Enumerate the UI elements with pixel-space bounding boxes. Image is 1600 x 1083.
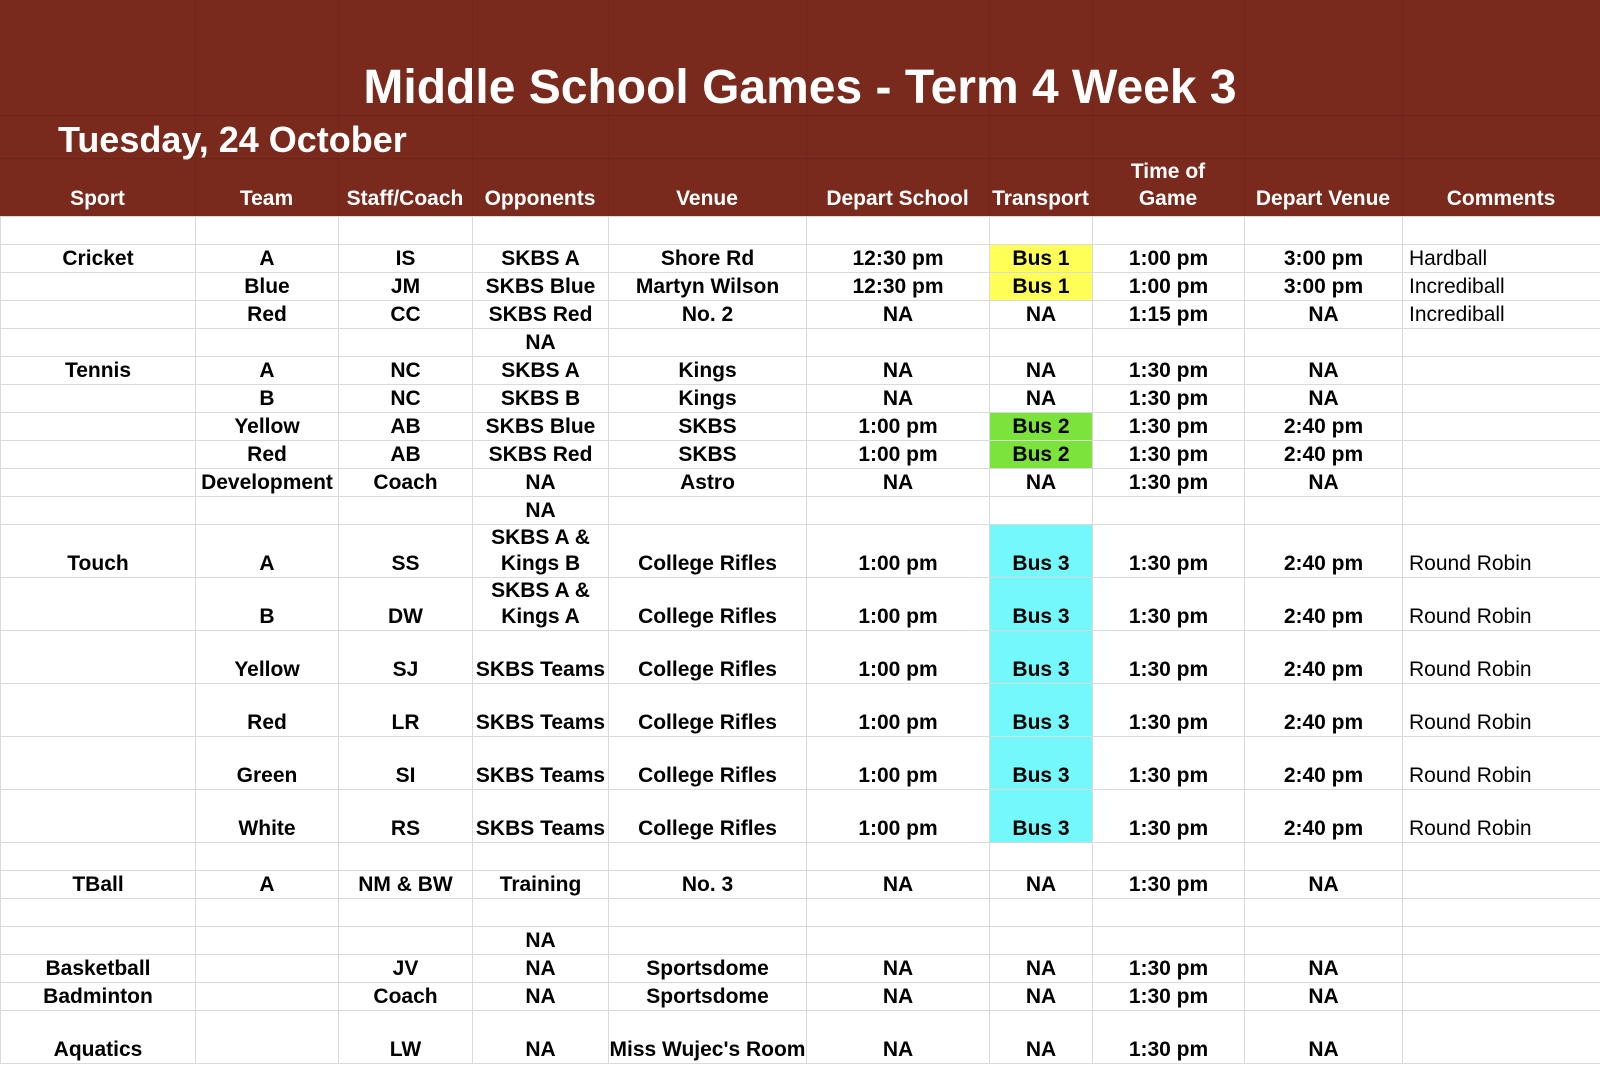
table-row — [1, 790, 1600, 843]
cell-staff-coach[interactable]: SI — [339, 737, 473, 790]
cell-depart-school[interactable]: NA — [807, 983, 990, 1011]
cell-staff-coach[interactable]: RS — [339, 790, 473, 843]
cell-depart-venue[interactable]: NA — [1245, 301, 1403, 329]
cell-venue[interactable]: Miss Wujec's Room — [609, 1011, 807, 1064]
cell-opponents[interactable]: SKBS Blue — [473, 413, 609, 441]
cell-depart-venue[interactable]: 2:40 pm — [1245, 684, 1403, 737]
cell-team[interactable]: Development — [196, 469, 339, 497]
cell-team[interactable]: A — [196, 357, 339, 385]
table-row — [1, 955, 1600, 983]
cell-staff-coach[interactable]: Coach — [339, 469, 473, 497]
cell-opponents[interactable]: NA — [473, 955, 609, 983]
cell-team[interactable]: White — [196, 790, 339, 843]
cell-opponents[interactable]: NA — [473, 329, 609, 357]
cell-comments[interactable]: Hardball — [1403, 245, 1600, 273]
cell-time-of-game[interactable]: 1:30 pm — [1093, 413, 1245, 441]
table-row — [1, 413, 1600, 441]
cell-comments[interactable] — [1403, 871, 1600, 899]
cell-venue[interactable] — [609, 217, 807, 245]
cell-opponents[interactable]: Training — [473, 871, 609, 899]
cell-sport[interactable] — [1, 790, 196, 843]
cell-transport[interactable]: NA — [990, 357, 1093, 385]
column-header-team: Team — [239, 187, 294, 210]
cell-transport[interactable]: NA — [990, 1011, 1093, 1064]
cell-depart-venue[interactable]: NA — [1245, 1011, 1403, 1064]
cell-depart-school[interactable]: 1:00 pm — [807, 684, 990, 737]
cell-sport[interactable] — [1, 273, 196, 301]
cell-transport[interactable] — [990, 497, 1093, 525]
table-row — [1, 927, 1600, 955]
cell-comments[interactable] — [1403, 413, 1600, 441]
cell-team[interactable]: A — [196, 245, 339, 273]
cell-time-of-game[interactable]: 1:30 pm — [1093, 983, 1245, 1011]
cell-venue[interactable]: No. 3 — [609, 871, 807, 899]
cell-transport[interactable]: Bus 3 — [990, 631, 1093, 684]
cell-staff-coach[interactable]: Coach — [339, 983, 473, 1011]
cell-venue[interactable]: College Rifles — [609, 790, 807, 843]
cell-depart-venue[interactable]: NA — [1245, 357, 1403, 385]
cell-sport[interactable] — [1, 413, 196, 441]
cell-depart-school[interactable]: NA — [807, 469, 990, 497]
cell-staff-coach[interactable]: IS — [339, 245, 473, 273]
cell-depart-venue[interactable]: 2:40 pm — [1245, 631, 1403, 684]
cell-team[interactable] — [196, 1011, 339, 1064]
table-row — [1, 385, 1600, 413]
cell-team[interactable]: Red — [196, 684, 339, 737]
cell-team[interactable] — [196, 497, 339, 525]
cell-opponents[interactable]: SKBS Teams — [473, 790, 609, 843]
cell-staff-coach[interactable] — [339, 843, 473, 871]
cell-team[interactable] — [196, 899, 339, 927]
header-gridline — [472, 0, 473, 216]
cell-time-of-game[interactable]: 1:30 pm — [1093, 385, 1245, 413]
cell-venue[interactable] — [609, 843, 807, 871]
cell-team[interactable] — [196, 217, 339, 245]
cell-comments[interactable] — [1403, 469, 1600, 497]
cell-opponents[interactable]: NA — [473, 1011, 609, 1064]
cell-sport[interactable] — [1, 578, 196, 631]
cell-opponents[interactable]: SKBS Teams — [473, 631, 609, 684]
cell-comments[interactable]: Round Robin — [1403, 631, 1600, 684]
cell-depart-venue[interactable]: NA — [1245, 983, 1403, 1011]
cell-transport[interactable]: NA — [990, 301, 1093, 329]
cell-opponents[interactable]: SKBS Red — [473, 441, 609, 469]
cell-sport[interactable]: Cricket — [1, 245, 196, 273]
page-title: Middle School Games - Term 4 Week 3 — [363, 61, 1237, 114]
cell-depart-venue[interactable] — [1245, 927, 1403, 955]
cell-time-of-game[interactable]: 1:30 pm — [1093, 441, 1245, 469]
cell-depart-venue[interactable]: 2:40 pm — [1245, 413, 1403, 441]
cell-transport[interactable]: Bus 3 — [990, 790, 1093, 843]
cell-transport[interactable] — [990, 927, 1093, 955]
cell-time-of-game[interactable]: 1:30 pm — [1093, 1011, 1245, 1064]
cell-depart-school[interactable]: NA — [807, 955, 990, 983]
cell-sport[interactable] — [1, 385, 196, 413]
cell-depart-venue[interactable]: 2:40 pm — [1245, 737, 1403, 790]
cell-depart-venue[interactable] — [1245, 329, 1403, 357]
header-gridline — [1244, 0, 1245, 216]
header-gridline — [1092, 0, 1093, 216]
cell-comments[interactable] — [1403, 955, 1600, 983]
cell-comments[interactable] — [1403, 441, 1600, 469]
table-row — [1, 273, 1600, 301]
cell-transport[interactable]: Bus 3 — [990, 684, 1093, 737]
cell-time-of-game[interactable] — [1093, 329, 1245, 357]
cell-depart-venue[interactable]: 3:00 pm — [1245, 245, 1403, 273]
cell-transport[interactable]: Bus 1 — [990, 245, 1093, 273]
column-header-time-of-game: Time of Game — [1130, 160, 1206, 210]
cell-venue[interactable]: Shore Rd — [609, 245, 807, 273]
cell-depart-school[interactable]: 1:00 pm — [807, 578, 990, 631]
header-gridline — [0, 158, 1600, 159]
cell-depart-venue[interactable]: NA — [1245, 469, 1403, 497]
header-gridline — [608, 0, 609, 216]
cell-sport[interactable] — [1, 899, 196, 927]
cell-depart-school[interactable] — [807, 927, 990, 955]
date-heading: Tuesday, 24 October — [58, 119, 407, 160]
cell-comments[interactable] — [1403, 497, 1600, 525]
cell-comments[interactable]: Round Robin — [1403, 737, 1600, 790]
cell-opponents[interactable]: NA — [473, 497, 609, 525]
cell-staff-coach[interactable]: LR — [339, 684, 473, 737]
cell-staff-coach[interactable]: DW — [339, 578, 473, 631]
header-gridline — [195, 0, 196, 216]
cell-opponents[interactable]: NA — [473, 927, 609, 955]
cell-transport[interactable]: Bus 2 — [990, 413, 1093, 441]
cell-team[interactable]: Green — [196, 737, 339, 790]
column-header-depart-school: Depart School — [826, 187, 969, 210]
cell-sport[interactable]: Badminton — [1, 983, 196, 1011]
cell-sport[interactable] — [1, 301, 196, 329]
cell-depart-school[interactable] — [807, 899, 990, 927]
cell-team[interactable] — [196, 927, 339, 955]
cell-time-of-game[interactable]: 1:30 pm — [1093, 684, 1245, 737]
cell-sport[interactable] — [1, 329, 196, 357]
table-row — [1, 245, 1600, 273]
cell-team[interactable]: B — [196, 578, 339, 631]
cell-sport[interactable]: Basketball — [1, 955, 196, 983]
cell-opponents[interactable]: SKBS A — [473, 245, 609, 273]
cell-comments[interactable]: Round Robin — [1403, 578, 1600, 631]
cell-comments[interactable] — [1403, 927, 1600, 955]
cell-staff-coach[interactable] — [339, 329, 473, 357]
cell-comments[interactable] — [1403, 385, 1600, 413]
cell-depart-venue[interactable]: 2:40 pm — [1245, 441, 1403, 469]
cell-depart-school[interactable]: 12:30 pm — [807, 245, 990, 273]
cell-depart-school[interactable] — [807, 497, 990, 525]
cell-staff-coach[interactable]: NC — [339, 385, 473, 413]
column-header-sport: Sport — [70, 187, 125, 210]
cell-opponents[interactable]: SKBS A & Kings B — [473, 525, 609, 578]
table-row — [1, 1011, 1600, 1064]
cell-team[interactable]: Blue — [196, 273, 339, 301]
cell-staff-coach[interactable] — [339, 497, 473, 525]
cell-depart-school[interactable]: 1:00 pm — [807, 631, 990, 684]
column-header-depart-venue: Depart Venue — [1255, 187, 1391, 210]
cell-comments[interactable]: Round Robin — [1403, 790, 1600, 843]
cell-venue[interactable]: College Rifles — [609, 525, 807, 578]
sheet-header — [0, 0, 1600, 216]
cell-opponents[interactable] — [473, 843, 609, 871]
table-row — [1, 578, 1600, 631]
cell-staff-coach[interactable]: JM — [339, 273, 473, 301]
cell-comments[interactable] — [1403, 329, 1600, 357]
cell-team[interactable]: Yellow — [196, 631, 339, 684]
cell-depart-school[interactable] — [807, 329, 990, 357]
cell-depart-school[interactable]: 1:00 pm — [807, 441, 990, 469]
cell-time-of-game[interactable]: 1:00 pm — [1093, 245, 1245, 273]
cell-depart-school[interactable]: NA — [807, 871, 990, 899]
cell-sport[interactable] — [1, 927, 196, 955]
table-row — [1, 631, 1600, 684]
cell-venue[interactable]: College Rifles — [609, 684, 807, 737]
cell-opponents[interactable] — [473, 899, 609, 927]
cell-transport[interactable]: NA — [990, 955, 1093, 983]
cell-comments[interactable]: Incrediball — [1403, 301, 1600, 329]
cell-team[interactable]: B — [196, 385, 339, 413]
cell-team[interactable]: Red — [196, 441, 339, 469]
cell-depart-venue[interactable] — [1245, 497, 1403, 525]
cell-staff-coach[interactable]: AB — [339, 441, 473, 469]
cell-sport[interactable] — [1, 217, 196, 245]
table-row — [1, 684, 1600, 737]
cell-sport[interactable] — [1, 497, 196, 525]
cell-sport[interactable] — [1, 843, 196, 871]
cell-comments[interactable] — [1403, 983, 1600, 1011]
cell-time-of-game[interactable]: 1:30 pm — [1093, 737, 1245, 790]
cell-venue[interactable]: SKBS — [609, 441, 807, 469]
cell-depart-school[interactable]: 1:00 pm — [807, 413, 990, 441]
cell-transport[interactable]: NA — [990, 385, 1093, 413]
cell-depart-venue[interactable] — [1245, 899, 1403, 927]
cell-time-of-game[interactable] — [1093, 217, 1245, 245]
cell-venue[interactable]: Martyn Wilson — [609, 273, 807, 301]
cell-depart-school[interactable]: NA — [807, 385, 990, 413]
cell-comments[interactable] — [1403, 843, 1600, 871]
cell-time-of-game[interactable] — [1093, 843, 1245, 871]
table-row — [1, 525, 1600, 578]
cell-venue[interactable]: College Rifles — [609, 737, 807, 790]
cell-depart-venue[interactable] — [1245, 217, 1403, 245]
cell-sport[interactable]: Tennis — [1, 357, 196, 385]
column-header-staff-coach: Staff/Coach — [346, 187, 464, 210]
schedule-table — [0, 216, 1600, 1064]
cell-transport[interactable]: NA — [990, 469, 1093, 497]
cell-transport[interactable]: NA — [990, 871, 1093, 899]
cell-depart-venue[interactable]: 2:40 pm — [1245, 525, 1403, 578]
cell-transport[interactable] — [990, 217, 1093, 245]
header-gridline — [0, 115, 1600, 116]
cell-depart-school[interactable]: 1:00 pm — [807, 737, 990, 790]
cell-venue[interactable]: College Rifles — [609, 631, 807, 684]
table-row — [1, 737, 1600, 790]
cell-staff-coach[interactable] — [339, 899, 473, 927]
cell-time-of-game[interactable] — [1093, 899, 1245, 927]
cell-opponents[interactable]: NA — [473, 469, 609, 497]
cell-time-of-game[interactable] — [1093, 927, 1245, 955]
cell-comments[interactable]: Round Robin — [1403, 525, 1600, 578]
cell-comments[interactable] — [1403, 1011, 1600, 1064]
cell-opponents[interactable]: SKBS B — [473, 385, 609, 413]
column-header-transport: Transport — [992, 187, 1089, 210]
cell-staff-coach[interactable] — [339, 927, 473, 955]
cell-depart-venue[interactable]: 3:00 pm — [1245, 273, 1403, 301]
cell-staff-coach[interactable]: SJ — [339, 631, 473, 684]
cell-time-of-game[interactable]: 1:30 pm — [1093, 525, 1245, 578]
column-header-opponents: Opponents — [484, 187, 596, 210]
cell-sport[interactable]: Touch — [1, 525, 196, 578]
cell-time-of-game[interactable]: 1:30 pm — [1093, 578, 1245, 631]
header-gridline — [1402, 0, 1403, 216]
cell-comments[interactable] — [1403, 899, 1600, 927]
cell-time-of-game[interactable]: 1:30 pm — [1093, 631, 1245, 684]
cell-staff-coach[interactable]: NC — [339, 357, 473, 385]
cell-comments[interactable] — [1403, 357, 1600, 385]
table-row — [1, 497, 1600, 525]
table-row — [1, 217, 1600, 245]
cell-depart-venue[interactable]: NA — [1245, 871, 1403, 899]
cell-time-of-game[interactable]: 1:30 pm — [1093, 871, 1245, 899]
table-row — [1, 357, 1600, 385]
cell-time-of-game[interactable]: 1:30 pm — [1093, 955, 1245, 983]
cell-transport[interactable] — [990, 843, 1093, 871]
cell-venue[interactable] — [609, 497, 807, 525]
cell-transport[interactable]: Bus 3 — [990, 525, 1093, 578]
cell-transport[interactable]: Bus 3 — [990, 578, 1093, 631]
cell-depart-school[interactable] — [807, 217, 990, 245]
header-gridline — [806, 0, 807, 216]
cell-depart-school[interactable]: NA — [807, 357, 990, 385]
cell-opponents[interactable]: SKBS Teams — [473, 737, 609, 790]
cell-comments[interactable]: Round Robin — [1403, 684, 1600, 737]
cell-comments[interactable] — [1403, 217, 1600, 245]
cell-team[interactable]: Red — [196, 301, 339, 329]
cell-venue[interactable]: SKBS — [609, 413, 807, 441]
header-gridline — [989, 0, 990, 216]
cell-depart-venue[interactable]: 2:40 pm — [1245, 790, 1403, 843]
table-row — [1, 301, 1600, 329]
header-gridline — [338, 0, 339, 216]
cell-team[interactable] — [196, 329, 339, 357]
cell-venue[interactable]: Sportsdome — [609, 983, 807, 1011]
cell-depart-school[interactable] — [807, 843, 990, 871]
cell-sport[interactable] — [1, 737, 196, 790]
cell-transport[interactable]: Bus 2 — [990, 441, 1093, 469]
cell-staff-coach[interactable]: SS — [339, 525, 473, 578]
table-row — [1, 899, 1600, 927]
cell-depart-venue[interactable]: 2:40 pm — [1245, 578, 1403, 631]
cell-venue[interactable]: Kings — [609, 357, 807, 385]
table-row — [1, 843, 1600, 871]
cell-depart-venue[interactable]: NA — [1245, 955, 1403, 983]
cell-time-of-game[interactable]: 1:15 pm — [1093, 301, 1245, 329]
cell-time-of-game[interactable]: 1:00 pm — [1093, 273, 1245, 301]
cell-opponents[interactable]: SKBS A & Kings A — [473, 578, 609, 631]
cell-depart-venue[interactable]: NA — [1245, 385, 1403, 413]
cell-sport[interactable]: TBall — [1, 871, 196, 899]
cell-depart-school[interactable]: NA — [807, 301, 990, 329]
cell-venue[interactable]: Kings — [609, 385, 807, 413]
cell-opponents[interactable] — [473, 217, 609, 245]
cell-venue[interactable]: College Rifles — [609, 578, 807, 631]
cell-sport[interactable] — [1, 441, 196, 469]
cell-venue[interactable]: Sportsdome — [609, 955, 807, 983]
cell-opponents[interactable]: SKBS Teams — [473, 684, 609, 737]
cell-opponents[interactable]: SKBS Blue — [473, 273, 609, 301]
cell-team[interactable] — [196, 955, 339, 983]
cell-time-of-game[interactable] — [1093, 497, 1245, 525]
cell-team[interactable]: A — [196, 525, 339, 578]
cell-transport[interactable]: Bus 3 — [990, 737, 1093, 790]
cell-venue[interactable] — [609, 927, 807, 955]
cell-time-of-game[interactable]: 1:30 pm — [1093, 469, 1245, 497]
cell-time-of-game[interactable]: 1:30 pm — [1093, 357, 1245, 385]
column-header-venue: Venue — [676, 187, 738, 210]
cell-opponents[interactable]: SKBS Red — [473, 301, 609, 329]
cell-opponents[interactable]: SKBS A — [473, 357, 609, 385]
cell-transport[interactable]: Bus 1 — [990, 273, 1093, 301]
cell-team[interactable]: A — [196, 871, 339, 899]
table-row — [1, 329, 1600, 357]
table-row — [1, 469, 1600, 497]
cell-staff-coach[interactable]: LW — [339, 1011, 473, 1064]
cell-staff-coach[interactable]: CC — [339, 301, 473, 329]
cell-sport[interactable] — [1, 684, 196, 737]
column-header-comments: Comments — [1446, 187, 1556, 210]
cell-staff-coach[interactable] — [339, 217, 473, 245]
table-row — [1, 441, 1600, 469]
cell-depart-school[interactable]: NA — [807, 1011, 990, 1064]
cell-venue[interactable] — [609, 329, 807, 357]
cell-venue[interactable] — [609, 899, 807, 927]
cell-staff-coach[interactable]: AB — [339, 413, 473, 441]
cell-depart-school[interactable]: 12:30 pm — [807, 273, 990, 301]
cell-sport[interactable] — [1, 631, 196, 684]
table-row — [1, 983, 1600, 1011]
cell-transport[interactable] — [990, 899, 1093, 927]
cell-depart-school[interactable]: 1:00 pm — [807, 790, 990, 843]
cell-depart-school[interactable]: 1:00 pm — [807, 525, 990, 578]
cell-transport[interactable] — [990, 329, 1093, 357]
cell-transport[interactable]: NA — [990, 983, 1093, 1011]
cell-comments[interactable]: Incrediball — [1403, 273, 1600, 301]
cell-depart-venue[interactable] — [1245, 843, 1403, 871]
cell-venue[interactable]: Astro — [609, 469, 807, 497]
cell-staff-coach[interactable]: JV — [339, 955, 473, 983]
cell-sport[interactable] — [1, 469, 196, 497]
table-row — [1, 871, 1600, 899]
cell-team[interactable] — [196, 843, 339, 871]
cell-team[interactable] — [196, 983, 339, 1011]
cell-team[interactable]: Yellow — [196, 413, 339, 441]
cell-venue[interactable]: No. 2 — [609, 301, 807, 329]
cell-time-of-game[interactable]: 1:30 pm — [1093, 790, 1245, 843]
cell-opponents[interactable]: NA — [473, 983, 609, 1011]
cell-sport[interactable]: Aquatics — [1, 1011, 196, 1064]
cell-staff-coach[interactable]: NM & BW — [339, 871, 473, 899]
